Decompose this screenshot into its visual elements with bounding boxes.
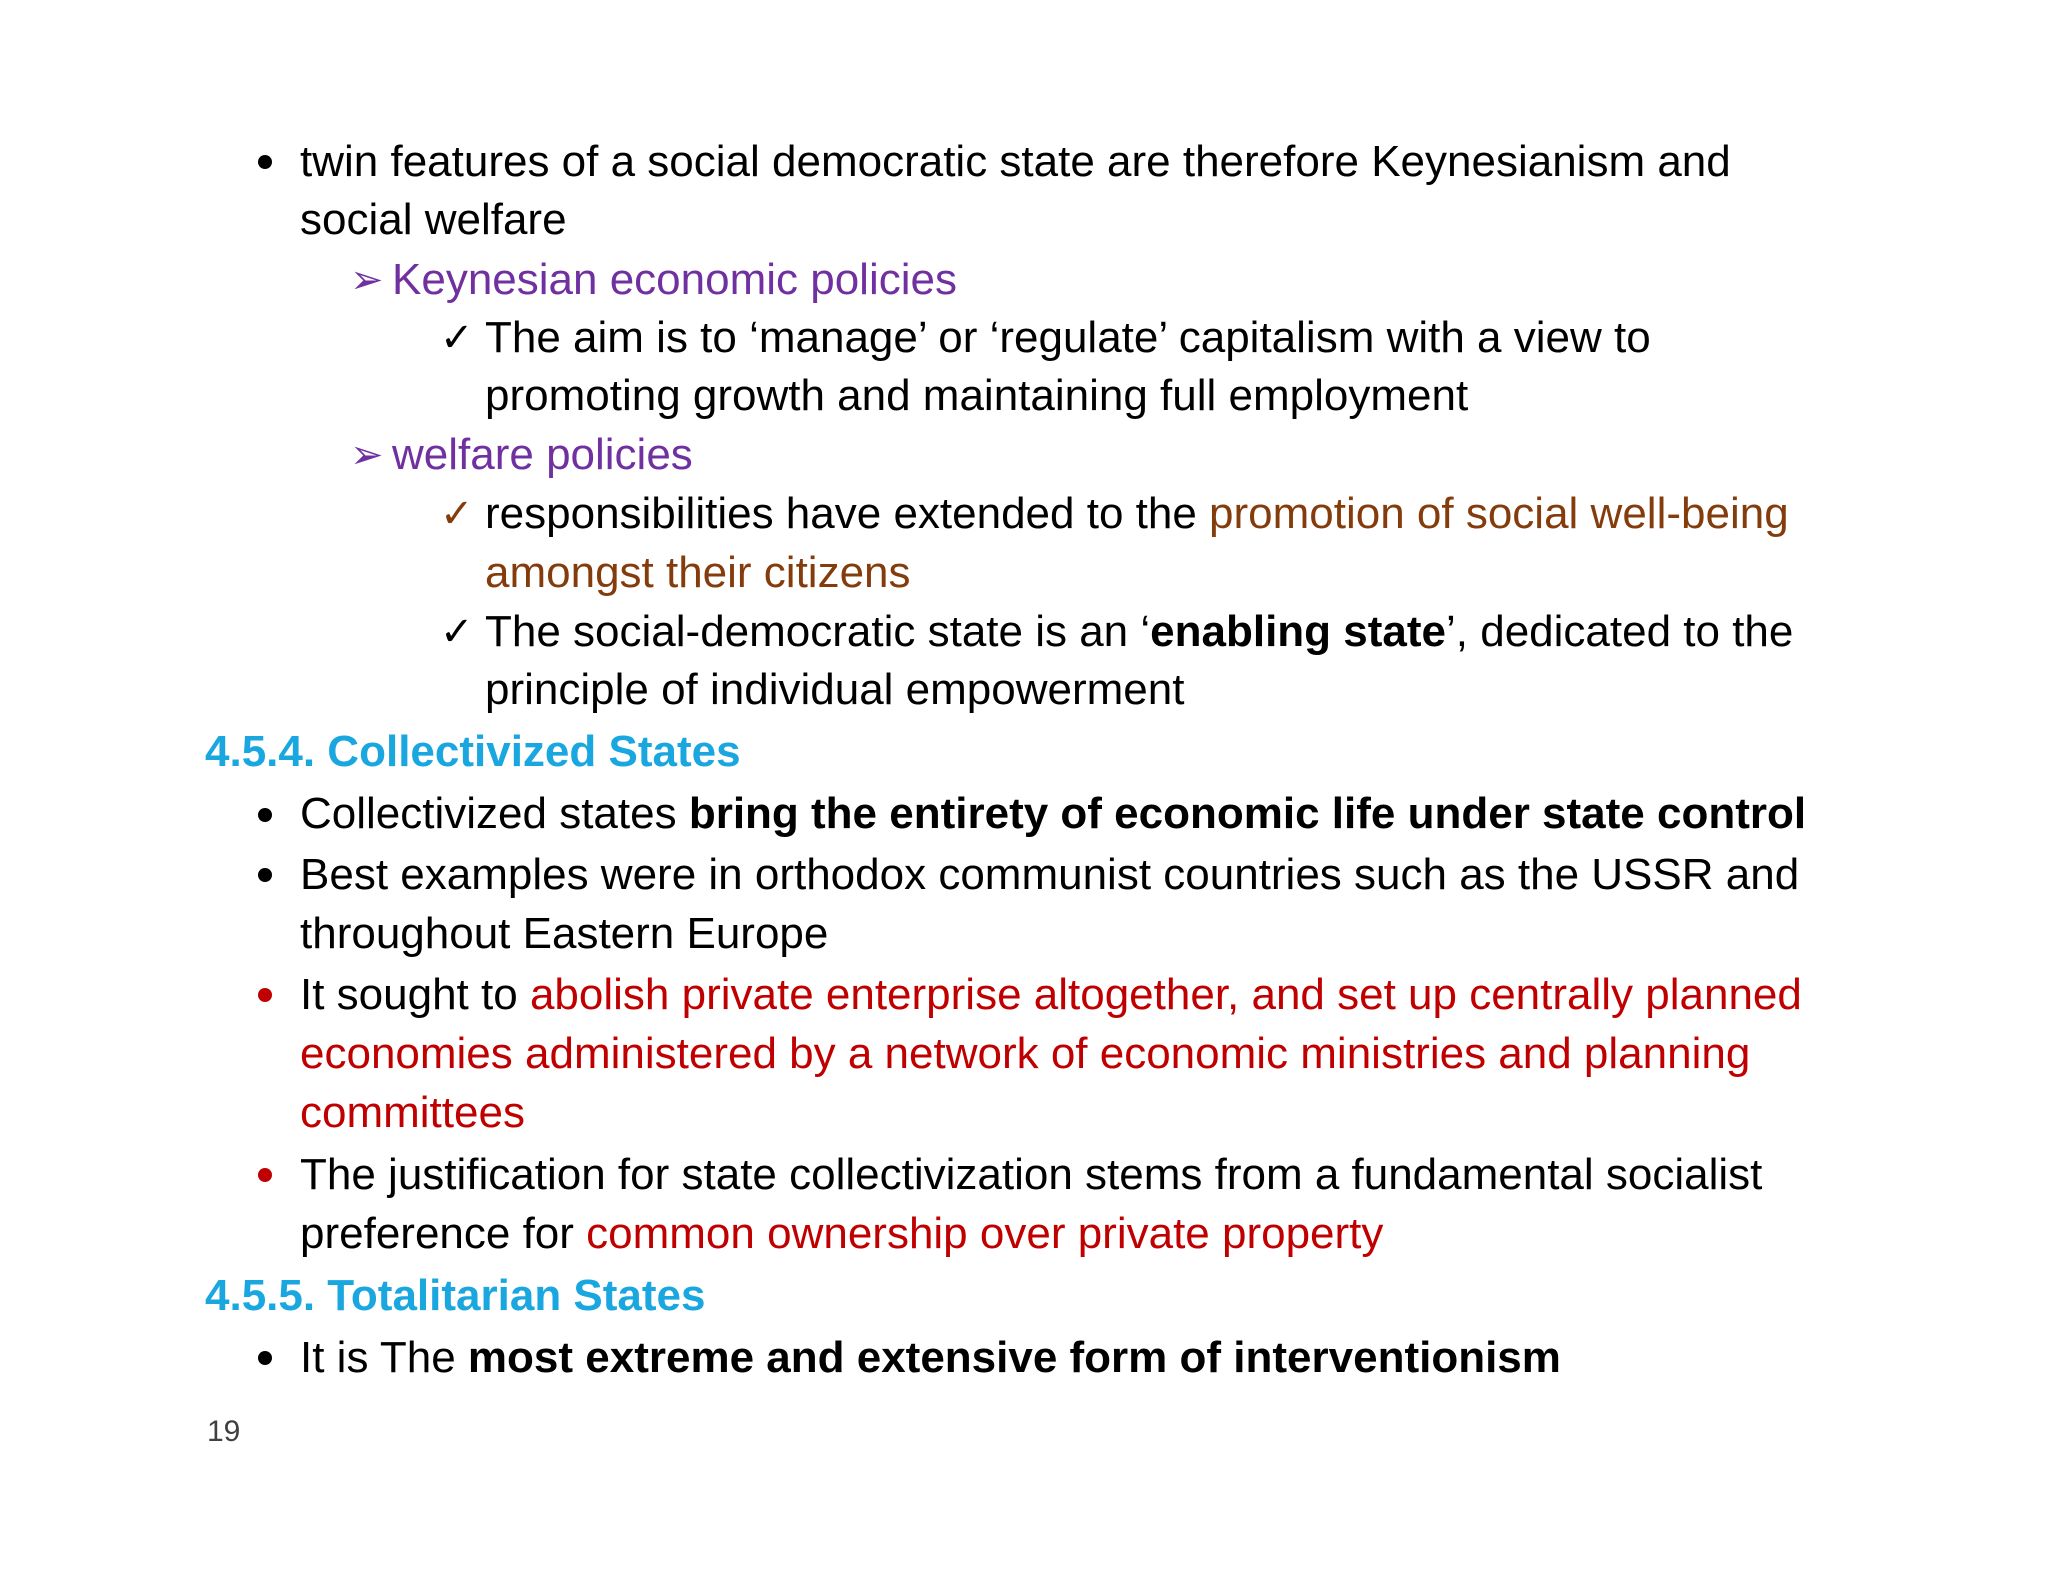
keynesian-check-line-1: The aim is to ‘manage’ or ‘regulate’ capitalism with a view to (485, 313, 1651, 362)
welfare-label: welfare policies (392, 430, 693, 479)
welfare-check-1-prefix: responsibilities have extended to the (485, 489, 1210, 538)
totalitarian-bullet-1 (300, 1328, 1561, 1388)
welfare-check-2-pre: The social-democratic state is an ‘ (485, 607, 1151, 656)
welfare-check-1-line-2: amongst their citizens (485, 548, 911, 597)
arrow-bullet-icon: ➢ (350, 258, 384, 302)
collectivized-bullet-3-line-1 (300, 965, 1802, 1025)
collectivized-bullet-4-red: common ownership over private property (586, 1209, 1384, 1258)
collectivized-bullet-3-line-2: economies administered by a network of economic ministries and planning (300, 1029, 1751, 1078)
collectivized-bullet-1-bold: bring the entirety of economic life under state control (688, 789, 1807, 838)
collectivized-bullet-3-red: abolish private enterprise altogether, and set up centrally planned (529, 970, 1802, 1019)
bullet-dot (258, 808, 272, 822)
collectivized-bullet-3-pre: It sought to (300, 970, 530, 1019)
bullet-dot (258, 1168, 272, 1182)
keynesian-check-line-2: promoting growth and maintaining full employment (485, 371, 1469, 420)
collectivized-bullet-1 (300, 784, 1806, 844)
collectivized-bullet-1-pre: Collectivized states (300, 789, 689, 838)
totalitarian-bullet-1-bold: most extreme and extensive form of interventionism (467, 1333, 1561, 1382)
page-number: 19 (207, 1415, 241, 1448)
intro-bullet-line-2: social welfare (300, 195, 567, 244)
section-heading-totalitarian: 4.5.5. Totalitarian States (205, 1271, 706, 1320)
collectivized-bullet-3-line-3: committees (300, 1088, 525, 1137)
welfare-check-2-post: ’, dedicated to the (1446, 607, 1794, 656)
collectivized-bullet-4-pre: preference for (300, 1209, 587, 1258)
welfare-check-1-line-1 (485, 484, 1789, 544)
welfare-check-1-highlight: promotion of social well-being (1209, 489, 1789, 538)
intro-bullet-line-1: twin features of a social democratic state are therefore Keynesianism and (300, 137, 1731, 186)
totalitarian-bullet-1-pre: It is The (300, 1333, 468, 1382)
bullet-dot (258, 155, 272, 169)
bullet-dot (258, 868, 272, 882)
enabling-state-term: enabling state (1150, 607, 1446, 656)
collectivized-bullet-2-line-1: Best examples were in orthodox communist countries such as the USSR and (300, 850, 1800, 899)
collectivized-bullet-4-line-2 (300, 1204, 1383, 1264)
welfare-check-2-line-2: principle of individual empowerment (485, 665, 1185, 714)
bullet-dot (258, 988, 272, 1002)
collectivized-bullet-4-line-1: The justification for state collectivization stems from a fundamental socialist (300, 1150, 1763, 1199)
keynesian-label: Keynesian economic policies (392, 255, 957, 304)
check-icon: ✓ (440, 316, 474, 360)
arrow-bullet-icon: ➢ (350, 433, 384, 477)
section-heading-collectivized: 4.5.4. Collectivized States (205, 727, 741, 776)
collectivized-bullet-2-line-2: throughout Eastern Europe (300, 909, 829, 958)
bullet-dot (258, 1351, 272, 1365)
check-icon: ✓ (440, 492, 474, 536)
welfare-check-2-line-1 (485, 602, 1793, 662)
check-icon: ✓ (440, 610, 474, 654)
